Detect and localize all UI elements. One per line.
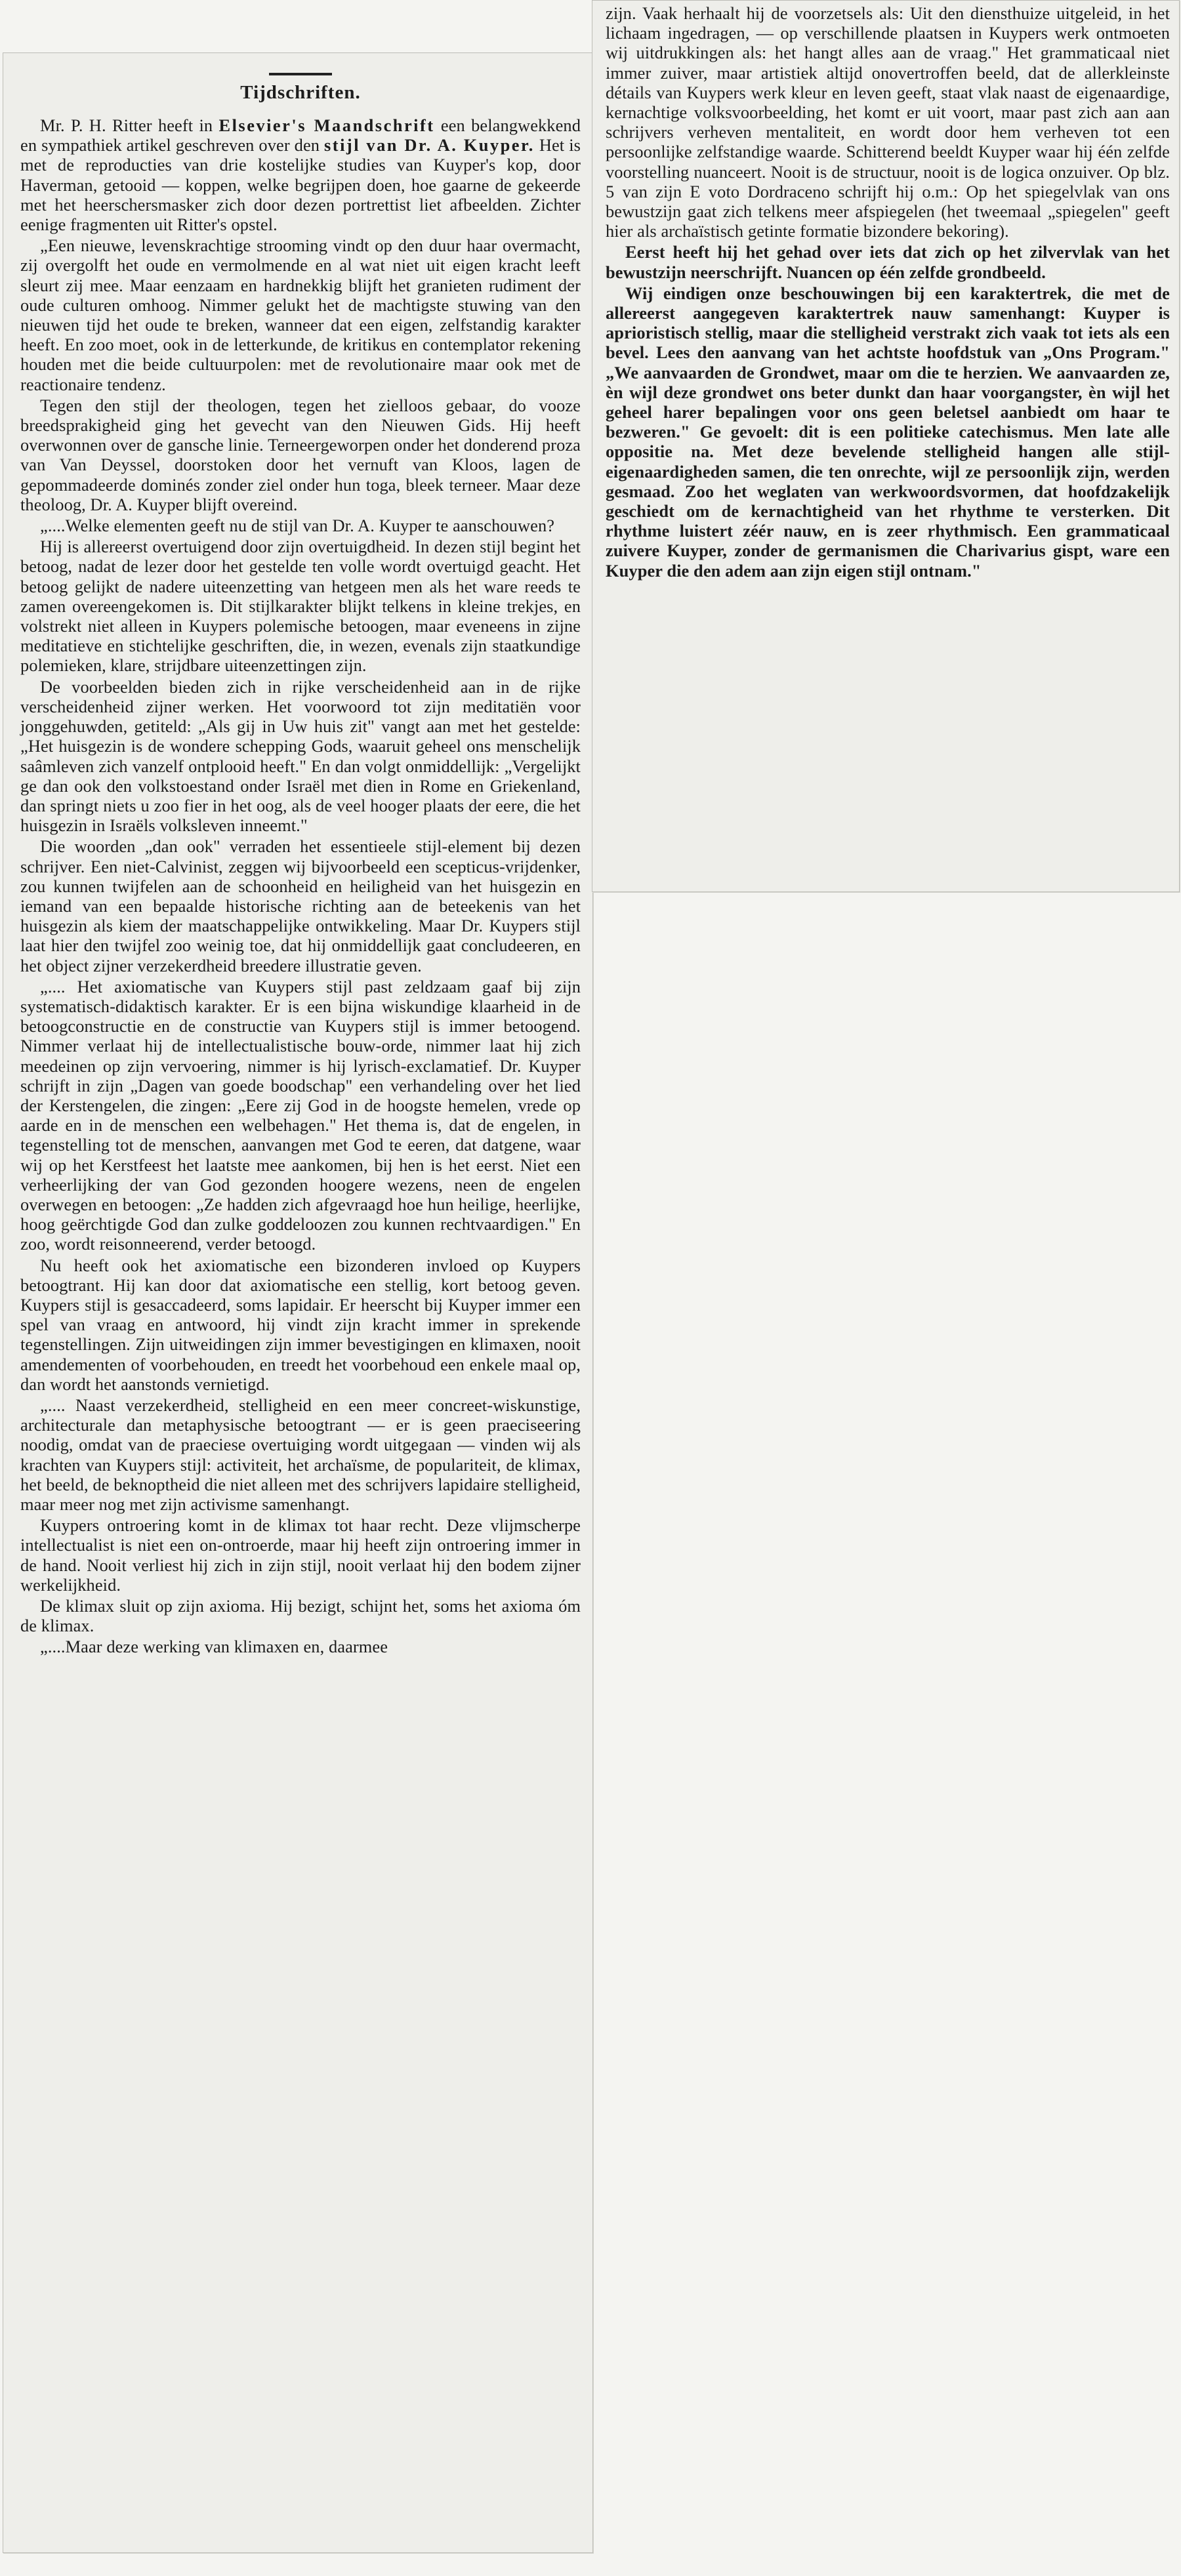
- magazine-title: Elsevier's Maandschrift: [218, 115, 435, 135]
- article-heading: Tijdschriften.: [240, 82, 361, 103]
- paragraph: „....Maar deze werking van klimaxen en, daarmee: [40, 1637, 388, 1657]
- paragraph: „.... Naast verzekerdheid, stelligheid en een meer concreet-wiskunstige, architecturale dan metaphysische betoogtrant — er is geen praeciseering noodig, omdat van de praeciese overtuiging wordt uitgegaan — vinden wij als krachten van Kuypers stijl: activiteit, het archaïsme, de populariteit, de klimax, het beeld, de beknoptheid die niet alleen met des schrijvers lapidaire stelligheid, maar meer nog met zijn activisme samenhangt.: [20, 1395, 581, 1515]
- paragraph: Wij eindigen onze beschouwingen bij een karaktertrek, die met de allereerst aangegeven karaktertrek nauw samenhangt: Kuyper is aprioristisch stellig, maar die stelligheid verstrakt zich vaak tot iets als een bevel. Lees den aanvang van het achtste hoofdstuk van „Ons Program." „We aanvaarden de Grondwet, maar om die te herzien. We aanvaarden ze, èn wijl deze grondwet ons beter dunkt dan haar voorgangster, èn wijl het geheel harer bepalingen voor ons geen beletsel aanbiedt om haar te bezweren." Ge gevoelt: dit is een politieke catechismus. Men late alle oppositie na. Met deze bevelende stelligheid hangen alle stijl-eigenaardigheden samen, die ten onrechte, wijl ze persoonlijk zijn, werden gesmaad. Zoo het weglaten van werkwoordsvormen, dat hoofdzakelijk geschiedt om de kernachtigheid van het rhythme te versterken. Dit rhythme luistert zéér nauw, en is zeer rhythmisch. Een grammaticaal zuivere Kuyper, zonder de germanismen die Charivarius gispt, ware een Kuyper die den adem aan zijn eigen stijl ontnam.": [606, 283, 1170, 581]
- paragraph: Hij is allereerst overtuigend door zijn overtuigdheid. In dezen stijl begint het betoog, nadat de lezer door het gestelde ten volle wordt overtuigd geacht. Het betoog gelijkt de nadere uiteenzetting van hetgeen men als het ware reeds te zamen overeengekomen is. Dit stijlkarakter blijkt telkens in kleine trekjes, en volstrekt niet alleen in Kuypers polemische betoogen, maar eveneens in zijne meditatieve en stichtelijke geschriften, die, in wezen, evenals zijn staatkundige polemieken, klare, strijdbare uiteenzettingen zijn.: [20, 537, 581, 676]
- paragraph: De klimax sluit op zijn axioma. Hij bezigt, schijnt het, soms het axioma óm de klimax.: [20, 1596, 581, 1636]
- paragraph: Tegen den stijl der theologen, tegen het zielloos gebaar, do vooze breedsprakigheid ging het gevecht van den Nieuwen Gids. Hij heeft overwonnen over de gansche linie. Terneergeworpen onder het donderend proza van Van Deyssel, doorstoken door het vernuft van Kloos, lagen de gepommadeerde dominés zonder ziel onder hun toga, bleek terneer. Maar deze theoloog, Dr. A. Kuyper blijft overeind.: [20, 395, 581, 514]
- paragraph: „.... Het axiomatische van Kuypers stijl past zeldzaam gaaf bij zijn systematisch-didaktisch karakter. Er is een bijna wiskundige klaarheid in de betoogconstructie en de constructie van Kuypers stijl is immer betoogend. Nimmer verlaat hij de intellectualistische bouw-orde, nimmer laat hij zich meedeinen op zijn vervoering, nimmer is hij lyrisch-exclamatief. Dr. Kuyper schrijft in zijn „Dagen van goede boodschap" een verhandeling over het lied der Kerstengelen, die zingen: „Eere zij God in de hoogste hemelen, vrede op aarde en in de menschen een welbehagen." Het thema is, dat de engelen, in tegenstelling tot de menschen, aanvangen met God te eeren, dat datgene, waar wij op het Kerstfeest het laatste mee aankomen, bij hen is het eerst. Niet een verheerlijking der van God gezonden hoogere wezens, neen de engelen overwegen en betoogen: „Ze hadden zich afgevraagd hoe hun heilige, heerlijke, hoog geërchtigde God dan zulke goddeloozen zou kunnen rechtvaardigen." En zoo, wordt reisonneerend, verder betoogd.: [20, 976, 581, 1254]
- heading-rule: [269, 73, 332, 75]
- paragraph: Kuypers ontroering komt in de klimax tot haar recht. Deze vlijmscherpe intellectualist is niet een on-ontroerde, maar hij heeft zijn ontroering immer in de hand. Nooit verliest hij zich in zijn stijl, nooit verlaat hij den bodem zijner werkelijkheid.: [20, 1515, 581, 1595]
- article-clipping-left: [3, 52, 593, 2553]
- article-column: [20, 66, 581, 1658]
- p1-lead: Mr. P. H. Ritter heeft in: [40, 115, 219, 135]
- continuation-column: [606, 3, 1170, 582]
- paragraph: De voorbeelden bieden zich in rijke verscheidenheid aan in de rijke verscheidenheid zijner werken. Het voorwoord tot zijn meditatiën voor jonggehuwden, getiteld: „Als gij in Uw huis zit" vangt aan met het gestelde: „Het huisgezin is de wondere schepping Gods, waaruit geheel ons menschelijk saâmleven zich vanzelf ontplooid heeft." En dan volgt onmiddellijk: „Vergelijkt ge dan ook den volkstoestand onder Israël met dien in Rome en Griekenland, dan springt niets u zoo fier in het oog, als de veel hooger plaats der eere, die het huisgezin in Israëls volksleven inneemt.": [20, 676, 581, 836]
- paragraph: Die woorden „dan ook" verraden het essentieele stijl-element bij dezen schrijver. Een niet-Calvinist, zeggen wij bijvoorbeeld een scepticus-vrijdenker, zou kunnen twijfelen aan de schoonheid en heiligheid van het huisgezin en iemand van een bepaalde historische richting aan de beteekenis van het huisgezin als kiem der maatschappelijke ontwikkeling. Maar Dr. Kuypers stijl laat hier den twijfel zoo weinig toe, dat hij onmiddellijk gaat concludeeren, en het object zijner verzekerdheid breedere illustratie geven.: [20, 836, 581, 975]
- paragraph: Nu heeft ook het axiomatische een bizonderen invloed op Kuypers betoogtrant. Hij kan door dat axiomatische een stellig, kort betoog geven. Kuypers stijl is gesaccadeerd, soms lapidair. Er heerscht bij Kuyper immer een spel van vraag en antwoord, hij vindt zijn kracht immer in sprekende tegenstellingen. Zijn uitweidingen zijn immer bevestigingen en klimaxen, nooit amendementen of voorbehouden, en treedt het voorbehoud een enkele maal op, dan wordt het aanstonds vernietigd.: [20, 1255, 581, 1394]
- paragraph: zijn. Vaak herhaalt hij de voorzetsels als: Uit den diensthuize uitgeleid, in het lichaam ingedragen, — op verschillende plaatsen in Kuypers werk ontmoeten wij uitdrukkingen als: het hangt alles aan de vraag." Het grammaticaal niet immer zuiver, maar artistiek altijd onovertroffen beeld, dat de allerkleinste détails van Kuypers werk kleur en leven geeft, staat vlak naast de eigenaardige, kernachtige volksvoorbeelding, het komt er uit voort, maar past zich aan aan schrijvers verheven mentaliteit, en wordt door hem verheven tot een persoonlijke zelfstandige waarde. Schitterend beeldt Kuyper waar hij één zelfde voorstelling nuanceert. Nooit is de structuur, nooit is de logica onzuiver. Op blz. 5 van zijn E voto Dordraceno schrijft hij o.m.: Op het spiegelvlak van ons bewustzijn gaat zich telkens meer afspiegelen (het tweemaal „spiegelen" geeft hier als archaïstisch getinte formatie bizondere bekoring).: [606, 3, 1170, 241]
- article-clipping-right: [592, 0, 1180, 892]
- p1-mid: een belangwekkend en sympathiek artikel geschreven over den: [20, 115, 581, 155]
- p1-rest: Het is met de reproducties van drie kostelijke studies van Kuyper's kop, door Haverman, getooid — koppen, welke begrijpen doen, hoe gaarne de gekeerde met het heerschersmasker zich door dezen portrettist liet afbeelden. Zichter eenige fragmenten uit Ritter's opstel.: [20, 135, 581, 235]
- article-subject: stijl van Dr. A. Kuyper.: [324, 135, 535, 155]
- paragraph: [20, 115, 581, 234]
- paragraph: „Een nieuwe, levenskrachtige strooming vindt op den duur haar overmacht, zij overgolft het oude en vermolmende en al wat niet uit eigen kracht leeft sleurt zij mee. Maar eenzaam en hardnekkig blijft het granieten rudiment der oude culturen omhoog. Nimmer gelukt het de machtigste stuwing van den nieuwen tijd het oude te breken, wanneer dat een eigen, zelfstandig karakter heeft. En zoo moet, ook in de letterkunde, de kritikus en contemplator rekening houden met die beide cultuurpolen: met de revolutionaire maar ook met de reactionaire tendenz.: [20, 235, 581, 394]
- paragraph: Eerst heeft hij het gehad over iets dat zich op het zilvervlak van het bewustzijn neerschrijft. Nuancen op één zelfde grondbeeld.: [606, 242, 1170, 282]
- paragraph: „....Welke elementen geeft nu de stijl van Dr. A. Kuyper te aanschouwen?: [40, 516, 555, 536]
